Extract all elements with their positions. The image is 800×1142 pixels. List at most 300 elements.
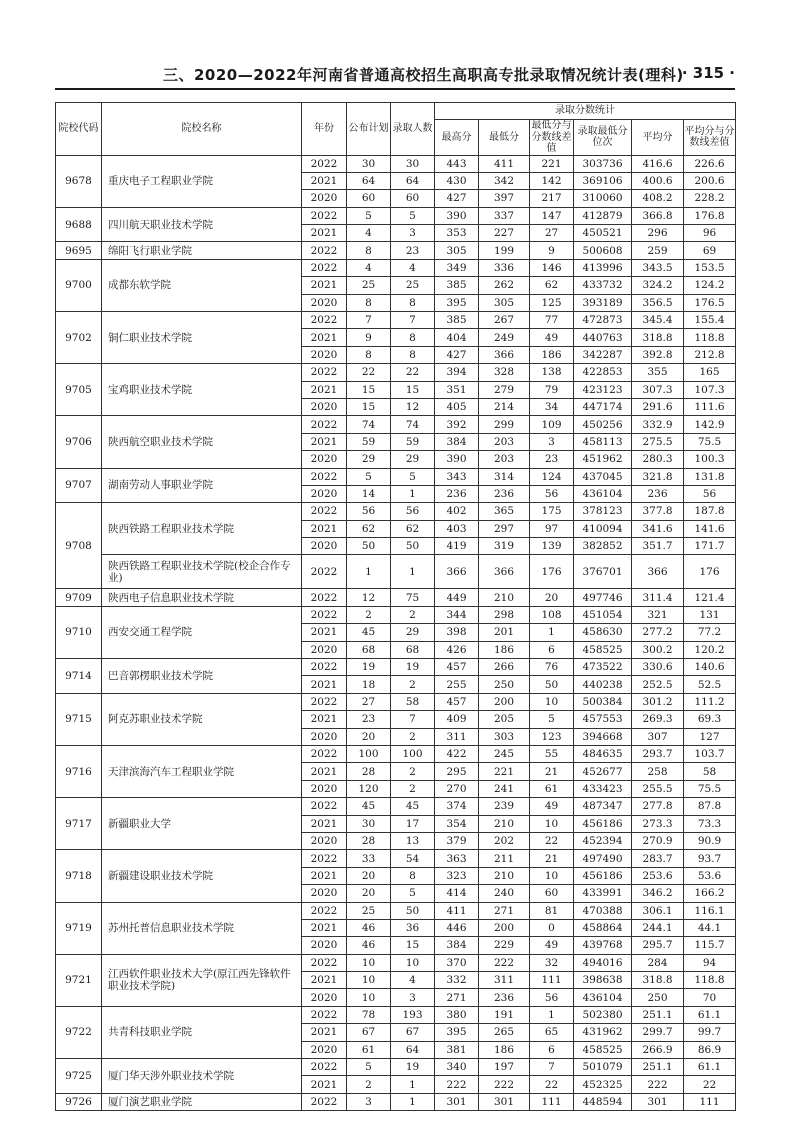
cell-min-diff: 142 bbox=[530, 172, 574, 189]
cell-year: 2021 bbox=[302, 972, 347, 989]
cell-avg: 251.1 bbox=[632, 1059, 684, 1076]
cell-max: 323 bbox=[435, 867, 479, 884]
cell-min: 200 bbox=[479, 693, 530, 710]
cell-enrolled: 100 bbox=[391, 746, 435, 763]
cell-avg-diff: 118.8 bbox=[684, 329, 736, 346]
table-row bbox=[56, 746, 736, 763]
cell-enrolled: 4 bbox=[391, 972, 435, 989]
cell-enrolled: 2 bbox=[391, 763, 435, 780]
cell-avg: 284 bbox=[632, 954, 684, 971]
cell-year: 2020 bbox=[302, 780, 347, 797]
cell-avg: 273.3 bbox=[632, 815, 684, 832]
table-row bbox=[56, 589, 736, 606]
cell-min-diff: 138 bbox=[530, 364, 574, 381]
cell-plan: 10 bbox=[347, 989, 391, 1006]
cell-year: 2022 bbox=[302, 1006, 347, 1023]
cell-min: 397 bbox=[479, 190, 530, 207]
cell-min-diff: 10 bbox=[530, 815, 574, 832]
cell-max: 270 bbox=[435, 780, 479, 797]
cell-avg: 270.9 bbox=[632, 832, 684, 849]
cell-year: 2021 bbox=[302, 1076, 347, 1093]
cell-plan: 28 bbox=[347, 832, 391, 849]
cell-avg-diff: 107.3 bbox=[684, 381, 736, 398]
table-row bbox=[56, 364, 736, 381]
cell-enrolled: 8 bbox=[391, 346, 435, 363]
school-code: 9715 bbox=[56, 693, 102, 745]
cell-avg-diff: 52.5 bbox=[684, 676, 736, 693]
header-divider bbox=[55, 88, 735, 90]
cell-min-rank: 437045 bbox=[574, 468, 632, 485]
cell-min-diff: 221 bbox=[530, 155, 574, 172]
cell-plan: 8 bbox=[347, 242, 391, 259]
cell-max: 344 bbox=[435, 606, 479, 623]
cell-enrolled: 75 bbox=[391, 589, 435, 606]
cell-min-rank: 303736 bbox=[574, 155, 632, 172]
cell-min-rank: 458864 bbox=[574, 919, 632, 936]
cell-enrolled: 15 bbox=[391, 381, 435, 398]
cell-min-rank: 440238 bbox=[574, 676, 632, 693]
school-name: 四川航天职业技术学院 bbox=[102, 207, 302, 242]
cell-avg-diff: 155.4 bbox=[684, 312, 736, 329]
cell-year: 2021 bbox=[302, 172, 347, 189]
cell-plan: 25 bbox=[347, 902, 391, 919]
cell-max: 349 bbox=[435, 259, 479, 276]
cell-min: 311 bbox=[479, 972, 530, 989]
cell-year: 2022 bbox=[302, 364, 347, 381]
cell-enrolled: 50 bbox=[391, 538, 435, 555]
cell-avg-diff: 61.1 bbox=[684, 1059, 736, 1076]
cell-max: 446 bbox=[435, 919, 479, 936]
cell-avg-diff: 100.3 bbox=[684, 451, 736, 468]
cell-min: 365 bbox=[479, 503, 530, 520]
cell-min-rank: 500608 bbox=[574, 242, 632, 259]
page-header bbox=[55, 64, 735, 86]
cell-avg: 301 bbox=[632, 1093, 684, 1110]
cell-max: 236 bbox=[435, 485, 479, 502]
cell-enrolled: 13 bbox=[391, 832, 435, 849]
cell-plan: 60 bbox=[347, 190, 391, 207]
school-name: 新疆职业大学 bbox=[102, 798, 302, 850]
cell-year: 2022 bbox=[302, 207, 347, 224]
cell-year: 2020 bbox=[302, 641, 347, 658]
cell-max: 427 bbox=[435, 190, 479, 207]
cell-avg: 255.5 bbox=[632, 780, 684, 797]
cell-min: 267 bbox=[479, 312, 530, 329]
cell-min-diff: 1 bbox=[530, 624, 574, 641]
cell-enrolled: 1 bbox=[391, 1093, 435, 1110]
cell-min-diff: 186 bbox=[530, 346, 574, 363]
cell-year: 2022 bbox=[302, 850, 347, 867]
cell-avg-diff: 93.7 bbox=[684, 850, 736, 867]
cell-avg: 253.6 bbox=[632, 867, 684, 884]
cell-min: 211 bbox=[479, 850, 530, 867]
cell-avg: 269.3 bbox=[632, 711, 684, 728]
cell-min-rank: 310060 bbox=[574, 190, 632, 207]
cell-min-rank: 450256 bbox=[574, 416, 632, 433]
school-name: 重庆电子工程职业学院 bbox=[102, 155, 302, 207]
cell-year: 2020 bbox=[302, 485, 347, 502]
cell-avg-diff: 75.5 bbox=[684, 780, 736, 797]
cell-avg-diff: 176.8 bbox=[684, 207, 736, 224]
cell-min: 337 bbox=[479, 207, 530, 224]
cell-year: 2022 bbox=[302, 659, 347, 676]
cell-enrolled: 5 bbox=[391, 885, 435, 902]
cell-min-diff: 176 bbox=[530, 555, 574, 589]
school-name: 铜仁职业技术学院 bbox=[102, 312, 302, 364]
table-row bbox=[56, 207, 736, 224]
cell-year: 2020 bbox=[302, 937, 347, 954]
cell-min: 299 bbox=[479, 416, 530, 433]
cell-plan: 20 bbox=[347, 867, 391, 884]
cell-avg: 277.8 bbox=[632, 798, 684, 815]
cell-avg: 311.4 bbox=[632, 589, 684, 606]
cell-avg-diff: 165 bbox=[684, 364, 736, 381]
cell-min-rank: 458525 bbox=[574, 1041, 632, 1058]
cell-min: 227 bbox=[479, 225, 530, 242]
cell-enrolled: 7 bbox=[391, 312, 435, 329]
school-name: 陕西电子信息职业技术学院 bbox=[102, 589, 302, 606]
school-name: 成都东软学院 bbox=[102, 259, 302, 311]
cell-year: 2020 bbox=[302, 190, 347, 207]
cell-enrolled: 2 bbox=[391, 780, 435, 797]
cell-min-rank: 378123 bbox=[574, 503, 632, 520]
table-row bbox=[56, 242, 736, 259]
cell-enrolled: 5 bbox=[391, 207, 435, 224]
cell-max: 402 bbox=[435, 503, 479, 520]
cell-min-diff: 9 bbox=[530, 242, 574, 259]
cell-plan: 5 bbox=[347, 1059, 391, 1076]
cell-min-diff: 109 bbox=[530, 416, 574, 433]
cell-max: 381 bbox=[435, 1041, 479, 1058]
cell-min-diff: 97 bbox=[530, 520, 574, 537]
cell-min-diff: 55 bbox=[530, 746, 574, 763]
cell-min-diff: 50 bbox=[530, 676, 574, 693]
cell-year: 2021 bbox=[302, 433, 347, 450]
cell-year: 2022 bbox=[302, 259, 347, 276]
cell-min-rank: 433423 bbox=[574, 780, 632, 797]
table-body bbox=[56, 155, 736, 1111]
cell-enrolled: 67 bbox=[391, 1024, 435, 1041]
cell-avg: 366.8 bbox=[632, 207, 684, 224]
school-code: 9714 bbox=[56, 659, 102, 694]
cell-avg-diff: 153.5 bbox=[684, 259, 736, 276]
cell-min-diff: 123 bbox=[530, 728, 574, 745]
cell-min: 342 bbox=[479, 172, 530, 189]
cell-avg: 345.4 bbox=[632, 312, 684, 329]
table-row bbox=[56, 259, 736, 276]
school-name: 湖南劳动人事职业学院 bbox=[102, 468, 302, 503]
cell-min-rank: 422853 bbox=[574, 364, 632, 381]
page-number: · 315 · bbox=[681, 64, 735, 82]
cell-min: 262 bbox=[479, 277, 530, 294]
cell-avg-diff: 96 bbox=[684, 225, 736, 242]
cell-year: 2021 bbox=[302, 1024, 347, 1041]
cell-min-diff: 22 bbox=[530, 832, 574, 849]
cell-enrolled: 30 bbox=[391, 155, 435, 172]
cell-min: 199 bbox=[479, 242, 530, 259]
school-name: 共青科技职业学院 bbox=[102, 1006, 302, 1058]
school-name: 陕西铁路工程职业技术学院 bbox=[102, 503, 302, 555]
cell-year: 2022 bbox=[302, 242, 347, 259]
school-code: 9705 bbox=[56, 364, 102, 416]
cell-avg: 351.7 bbox=[632, 538, 684, 555]
cell-plan: 30 bbox=[347, 815, 391, 832]
school-code: 9709 bbox=[56, 589, 102, 606]
cell-plan: 61 bbox=[347, 1041, 391, 1058]
cell-enrolled: 19 bbox=[391, 1059, 435, 1076]
school-code: 9678 bbox=[56, 155, 102, 207]
cell-avg: 341.6 bbox=[632, 520, 684, 537]
cell-enrolled: 2 bbox=[391, 606, 435, 623]
cell-min-diff: 10 bbox=[530, 867, 574, 884]
cell-plan: 64 bbox=[347, 172, 391, 189]
cell-year: 2022 bbox=[302, 606, 347, 623]
cell-avg-diff: 127 bbox=[684, 728, 736, 745]
cell-min-rank: 456186 bbox=[574, 815, 632, 832]
cell-max: 422 bbox=[435, 746, 479, 763]
cell-enrolled: 36 bbox=[391, 919, 435, 936]
cell-min: 191 bbox=[479, 1006, 530, 1023]
cell-avg: 277.2 bbox=[632, 624, 684, 641]
school-name-extra: 陕西铁路工程职业技术学院(校企合作专业) bbox=[102, 555, 302, 589]
cell-year: 2022 bbox=[302, 155, 347, 172]
col-header-stats-group: 录取分数统计 bbox=[435, 103, 736, 120]
col-header-avg: 平均分 bbox=[632, 120, 684, 156]
cell-max: 390 bbox=[435, 207, 479, 224]
cell-avg-diff: 131 bbox=[684, 606, 736, 623]
cell-max: 311 bbox=[435, 728, 479, 745]
cell-plan: 15 bbox=[347, 398, 391, 415]
cell-avg: 250 bbox=[632, 989, 684, 1006]
school-code: 9718 bbox=[56, 850, 102, 902]
cell-avg-diff: 61.1 bbox=[684, 1006, 736, 1023]
cell-enrolled: 7 bbox=[391, 711, 435, 728]
cell-avg: 252.5 bbox=[632, 676, 684, 693]
cell-min-rank: 497490 bbox=[574, 850, 632, 867]
cell-avg-diff: 171.7 bbox=[684, 538, 736, 555]
cell-min-rank: 451054 bbox=[574, 606, 632, 623]
cell-max: 457 bbox=[435, 693, 479, 710]
cell-avg-diff: 94 bbox=[684, 954, 736, 971]
cell-min: 214 bbox=[479, 398, 530, 415]
cell-enrolled: 3 bbox=[391, 225, 435, 242]
cell-avg-diff: 176.5 bbox=[684, 294, 736, 311]
cell-max: 301 bbox=[435, 1093, 479, 1110]
cell-min: 210 bbox=[479, 815, 530, 832]
cell-max: 430 bbox=[435, 172, 479, 189]
school-code: 9707 bbox=[56, 468, 102, 503]
col-header-max: 最高分 bbox=[435, 120, 479, 156]
cell-max: 411 bbox=[435, 902, 479, 919]
cell-year: 2022 bbox=[302, 693, 347, 710]
cell-avg: 280.3 bbox=[632, 451, 684, 468]
school-code: 9716 bbox=[56, 746, 102, 798]
cell-min: 366 bbox=[479, 346, 530, 363]
cell-year: 2020 bbox=[302, 398, 347, 415]
cell-avg-diff: 120.2 bbox=[684, 641, 736, 658]
cell-max: 374 bbox=[435, 798, 479, 815]
cell-year: 2021 bbox=[302, 867, 347, 884]
cell-avg-diff: 90.9 bbox=[684, 832, 736, 849]
table-row bbox=[56, 1059, 736, 1076]
cell-min-diff: 22 bbox=[530, 1076, 574, 1093]
cell-min-diff: 81 bbox=[530, 902, 574, 919]
school-code: 9726 bbox=[56, 1093, 102, 1110]
cell-min-diff: 217 bbox=[530, 190, 574, 207]
cell-max: 449 bbox=[435, 589, 479, 606]
col-header-min: 最低分 bbox=[479, 120, 530, 156]
cell-min-rank: 458630 bbox=[574, 624, 632, 641]
cell-avg: 295.7 bbox=[632, 937, 684, 954]
cell-avg: 400.6 bbox=[632, 172, 684, 189]
cell-min-rank: 369106 bbox=[574, 172, 632, 189]
cell-min-rank: 376701 bbox=[574, 555, 632, 589]
cell-min: 336 bbox=[479, 259, 530, 276]
cell-avg: 236 bbox=[632, 485, 684, 502]
cell-min-rank: 410094 bbox=[574, 520, 632, 537]
cell-min-diff: 6 bbox=[530, 641, 574, 658]
table-row bbox=[56, 693, 736, 710]
cell-plan: 67 bbox=[347, 1024, 391, 1041]
cell-avg: 356.5 bbox=[632, 294, 684, 311]
cell-avg-diff: 140.6 bbox=[684, 659, 736, 676]
cell-min: 303 bbox=[479, 728, 530, 745]
school-code: 9719 bbox=[56, 902, 102, 954]
cell-year: 2022 bbox=[302, 1059, 347, 1076]
cell-enrolled: 74 bbox=[391, 416, 435, 433]
cell-enrolled: 19 bbox=[391, 659, 435, 676]
cell-year: 2020 bbox=[302, 1041, 347, 1058]
cell-max: 409 bbox=[435, 711, 479, 728]
cell-min-diff: 77 bbox=[530, 312, 574, 329]
cell-max: 305 bbox=[435, 242, 479, 259]
cell-min-rank: 458113 bbox=[574, 433, 632, 450]
cell-max: 414 bbox=[435, 885, 479, 902]
cell-max: 426 bbox=[435, 641, 479, 658]
cell-min-rank: 436104 bbox=[574, 485, 632, 502]
school-code: 9710 bbox=[56, 606, 102, 658]
cell-min-rank: 470388 bbox=[574, 902, 632, 919]
cell-min: 305 bbox=[479, 294, 530, 311]
cell-year: 2020 bbox=[302, 294, 347, 311]
cell-max: 351 bbox=[435, 381, 479, 398]
cell-avg-diff: 111.6 bbox=[684, 398, 736, 415]
col-header-enrolled: 录取人数 bbox=[391, 103, 435, 156]
table-row bbox=[56, 312, 736, 329]
cell-plan: 120 bbox=[347, 780, 391, 797]
cell-min: 201 bbox=[479, 624, 530, 641]
cell-plan: 20 bbox=[347, 728, 391, 745]
cell-min-rank: 494016 bbox=[574, 954, 632, 971]
cell-min: 265 bbox=[479, 1024, 530, 1041]
cell-avg: 251.1 bbox=[632, 1006, 684, 1023]
cell-plan: 2 bbox=[347, 1076, 391, 1093]
cell-max: 385 bbox=[435, 277, 479, 294]
cell-min-diff: 62 bbox=[530, 277, 574, 294]
cell-max: 332 bbox=[435, 972, 479, 989]
cell-avg-diff: 22 bbox=[684, 1076, 736, 1093]
cell-avg-diff: 166.2 bbox=[684, 885, 736, 902]
school-name: 巴音郭楞职业技术学院 bbox=[102, 659, 302, 694]
cell-min-rank: 451962 bbox=[574, 451, 632, 468]
cell-min-diff: 111 bbox=[530, 972, 574, 989]
cell-avg: 275.5 bbox=[632, 433, 684, 450]
cell-avg-diff: 73.3 bbox=[684, 815, 736, 832]
cell-avg: 299.7 bbox=[632, 1024, 684, 1041]
admission-statistics-table bbox=[55, 102, 736, 1111]
cell-plan: 45 bbox=[347, 624, 391, 641]
cell-plan: 20 bbox=[347, 885, 391, 902]
cell-plan: 14 bbox=[347, 485, 391, 502]
cell-min-diff: 0 bbox=[530, 919, 574, 936]
cell-avg-diff: 69 bbox=[684, 242, 736, 259]
table-row bbox=[56, 503, 736, 520]
cell-enrolled: 8 bbox=[391, 867, 435, 884]
cell-min-diff: 125 bbox=[530, 294, 574, 311]
cell-enrolled: 2 bbox=[391, 728, 435, 745]
cell-avg: 366 bbox=[632, 555, 684, 589]
cell-min-diff: 175 bbox=[530, 503, 574, 520]
cell-avg: 332.9 bbox=[632, 416, 684, 433]
cell-plan: 8 bbox=[347, 294, 391, 311]
cell-year: 2020 bbox=[302, 832, 347, 849]
cell-avg: 392.8 bbox=[632, 346, 684, 363]
cell-avg: 343.5 bbox=[632, 259, 684, 276]
cell-min-rank: 431962 bbox=[574, 1024, 632, 1041]
cell-plan: 2 bbox=[347, 606, 391, 623]
cell-avg-diff: 212.8 bbox=[684, 346, 736, 363]
cell-avg-diff: 86.9 bbox=[684, 1041, 736, 1058]
cell-plan: 5 bbox=[347, 207, 391, 224]
cell-min: 249 bbox=[479, 329, 530, 346]
cell-min-diff: 6 bbox=[530, 1041, 574, 1058]
cell-enrolled: 8 bbox=[391, 294, 435, 311]
cell-min-diff: 108 bbox=[530, 606, 574, 623]
cell-plan: 5 bbox=[347, 468, 391, 485]
cell-avg-diff: 141.6 bbox=[684, 520, 736, 537]
cell-avg-diff: 187.8 bbox=[684, 503, 736, 520]
school-code: 9725 bbox=[56, 1059, 102, 1094]
cell-min-diff: 124 bbox=[530, 468, 574, 485]
school-name: 新疆建设职业技术学院 bbox=[102, 850, 302, 902]
cell-enrolled: 2 bbox=[391, 676, 435, 693]
cell-year: 2021 bbox=[302, 815, 347, 832]
cell-max: 353 bbox=[435, 225, 479, 242]
cell-min-diff: 21 bbox=[530, 763, 574, 780]
cell-enrolled: 22 bbox=[391, 364, 435, 381]
table-row bbox=[56, 902, 736, 919]
table-row bbox=[56, 1006, 736, 1023]
cell-min-rank: 487347 bbox=[574, 798, 632, 815]
cell-avg: 318.8 bbox=[632, 972, 684, 989]
cell-min: 202 bbox=[479, 832, 530, 849]
cell-plan: 100 bbox=[347, 746, 391, 763]
cell-min-rank: 452325 bbox=[574, 1076, 632, 1093]
cell-year: 2020 bbox=[302, 538, 347, 555]
cell-min: 279 bbox=[479, 381, 530, 398]
cell-avg: 324.2 bbox=[632, 277, 684, 294]
cell-avg: 259 bbox=[632, 242, 684, 259]
cell-year: 2021 bbox=[302, 624, 347, 641]
cell-max: 271 bbox=[435, 989, 479, 1006]
cell-avg-diff: 44.1 bbox=[684, 919, 736, 936]
cell-min-diff: 56 bbox=[530, 485, 574, 502]
cell-plan: 59 bbox=[347, 433, 391, 450]
cell-enrolled: 5 bbox=[391, 468, 435, 485]
cell-avg: 306.1 bbox=[632, 902, 684, 919]
cell-min: 241 bbox=[479, 780, 530, 797]
cell-enrolled: 62 bbox=[391, 520, 435, 537]
